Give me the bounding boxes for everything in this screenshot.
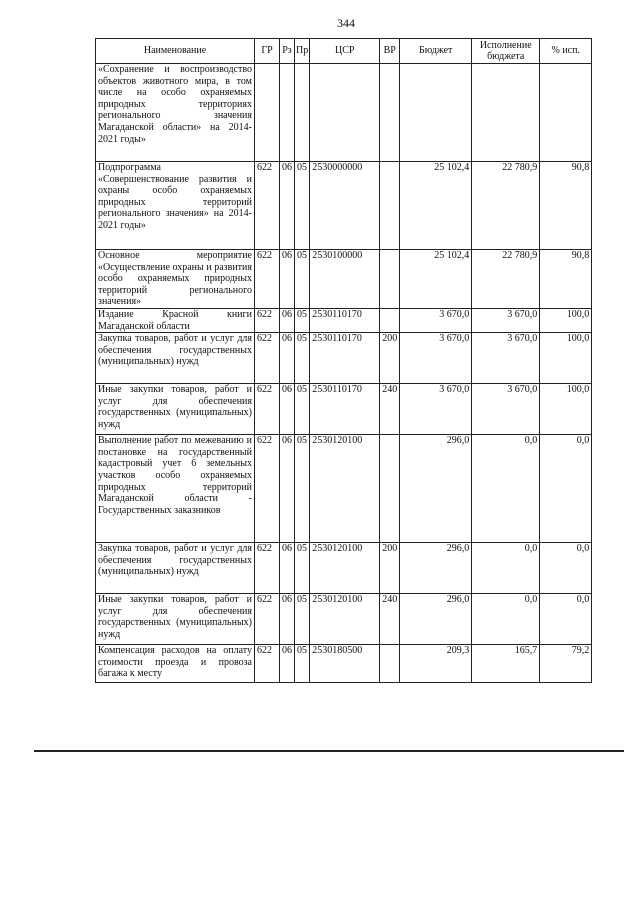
row-execution: 3 670,0: [472, 384, 540, 435]
row-rz: 06: [280, 594, 295, 645]
row-pr: 05: [295, 435, 310, 543]
row-name: Закупка товаров, работ и услуг для обеспечения государственных (муниципальных) нужд: [96, 543, 255, 594]
row-name: Издание Красной книги Магаданской области: [96, 308, 255, 332]
row-name: «Сохранение и воспроизводство объектов животного мира, в том числе на особо охраняемых природных территориях регионального значения Магаданской области» на 2014-2021 годы»: [96, 64, 255, 162]
row-pr: 05: [295, 250, 310, 309]
row-execution: 0,0: [472, 594, 540, 645]
row-csr: 2530180500: [310, 645, 380, 683]
row-vr: [380, 435, 400, 543]
row-percent: 0,0: [540, 543, 592, 594]
header-gr: ГР: [255, 39, 280, 64]
row-csr: 2530110170: [310, 333, 380, 384]
header-csr: ЦСР: [310, 39, 380, 64]
row-csr: 2530110170: [310, 384, 380, 435]
row-percent: 0,0: [540, 594, 592, 645]
row-execution: 0,0: [472, 435, 540, 543]
row-budget: 3 670,0: [400, 308, 472, 332]
row-gr: [255, 64, 280, 162]
row-percent: 90,8: [540, 162, 592, 250]
row-rz: 06: [280, 435, 295, 543]
row-gr: 622: [255, 308, 280, 332]
row-csr: 2530110170: [310, 308, 380, 332]
table-row: [96, 384, 592, 435]
row-csr: 2530100000: [310, 250, 380, 309]
row-vr: [380, 64, 400, 162]
row-gr: 622: [255, 384, 280, 435]
row-execution: 22 780,9: [472, 250, 540, 309]
row-budget: 3 670,0: [400, 384, 472, 435]
row-gr: 622: [255, 543, 280, 594]
row-gr: 622: [255, 435, 280, 543]
row-vr: 200: [380, 333, 400, 384]
row-budget: 25 102,4: [400, 162, 472, 250]
row-vr: 200: [380, 543, 400, 594]
row-pr: 05: [295, 384, 310, 435]
row-rz: 06: [280, 162, 295, 250]
header-execution: Исполнение бюджета: [472, 39, 540, 64]
row-csr: 2530000000: [310, 162, 380, 250]
row-budget: 296,0: [400, 594, 472, 645]
row-csr: 2530120100: [310, 435, 380, 543]
header-budget: Бюджет: [400, 39, 472, 64]
table-header-row: [96, 39, 592, 64]
footer-divider: [34, 750, 624, 752]
row-name: Подпрограмма «Совершенствование развития и охраны особо охраняемых природных территорий регионального значения» на 2014-2021 годы»: [96, 162, 255, 250]
row-vr: [380, 162, 400, 250]
row-rz: 06: [280, 645, 295, 683]
row-percent: 79,2: [540, 645, 592, 683]
row-execution: 0,0: [472, 543, 540, 594]
row-execution: 3 670,0: [472, 308, 540, 332]
row-rz: 06: [280, 250, 295, 309]
row-name: Иные закупки товаров, работ и услуг для обеспечения государственных (муниципальных) нужд: [96, 594, 255, 645]
row-rz: 06: [280, 308, 295, 332]
table-row: [96, 543, 592, 594]
row-pr: 05: [295, 543, 310, 594]
row-vr: [380, 645, 400, 683]
row-budget: 296,0: [400, 435, 472, 543]
row-execution: 165,7: [472, 645, 540, 683]
row-pr: 05: [295, 308, 310, 332]
table-row: [96, 333, 592, 384]
row-budget: [400, 64, 472, 162]
row-percent: 100,0: [540, 333, 592, 384]
row-vr: 240: [380, 594, 400, 645]
table-row: [96, 594, 592, 645]
row-vr: 240: [380, 384, 400, 435]
row-pr: [295, 64, 310, 162]
row-percent: 100,0: [540, 308, 592, 332]
row-name: Компенсация расходов на оплату стоимости проезда и провоза багажа к месту: [96, 645, 255, 683]
row-name: Выполнение работ по межеванию и постановке на государственный кадастровый учет 6 земельных участков особо охраняемых природных территорий Магаданской области - Государственных заказников: [96, 435, 255, 543]
row-pr: 05: [295, 645, 310, 683]
row-gr: 622: [255, 594, 280, 645]
budget-table: [95, 38, 592, 683]
row-execution: 22 780,9: [472, 162, 540, 250]
header-rz: Рз: [280, 39, 295, 64]
row-percent: 0,0: [540, 435, 592, 543]
row-percent: 90,8: [540, 250, 592, 309]
row-pr: 05: [295, 162, 310, 250]
row-execution: [472, 64, 540, 162]
row-pr: 05: [295, 594, 310, 645]
row-budget: 3 670,0: [400, 333, 472, 384]
header-name: Наименование: [96, 39, 255, 64]
row-csr: 2530120100: [310, 543, 380, 594]
table-row: [96, 645, 592, 683]
row-csr: 2530120100: [310, 594, 380, 645]
row-gr: 622: [255, 645, 280, 683]
table-row: [96, 435, 592, 543]
row-budget: 296,0: [400, 543, 472, 594]
row-percent: [540, 64, 592, 162]
row-gr: 622: [255, 162, 280, 250]
row-pr: 05: [295, 333, 310, 384]
row-name: Основное мероприятие «Осуществление охраны и развития особо охраняемых природных территорий регионального значения»: [96, 250, 255, 309]
row-gr: 622: [255, 333, 280, 384]
row-rz: [280, 64, 295, 162]
row-name: Иные закупки товаров, работ и услуг для обеспечения государственных (муниципальных) нужд: [96, 384, 255, 435]
row-vr: [380, 308, 400, 332]
row-gr: 622: [255, 250, 280, 309]
row-csr: [310, 64, 380, 162]
row-budget: 25 102,4: [400, 250, 472, 309]
row-execution: 3 670,0: [472, 333, 540, 384]
table-row: [96, 308, 592, 332]
table-row: [96, 162, 592, 250]
row-name: Закупка товаров, работ и услуг для обеспечения государственных (муниципальных) нужд: [96, 333, 255, 384]
row-percent: 100,0: [540, 384, 592, 435]
row-rz: 06: [280, 543, 295, 594]
row-rz: 06: [280, 384, 295, 435]
row-rz: 06: [280, 333, 295, 384]
table-row: [96, 250, 592, 309]
row-budget: 209,3: [400, 645, 472, 683]
header-pr: Пр: [295, 39, 310, 64]
header-vr: ВР: [380, 39, 400, 64]
header-percent: % исп.: [540, 39, 592, 64]
page-number: 344: [337, 16, 355, 30]
table-row: [96, 64, 592, 162]
row-vr: [380, 250, 400, 309]
